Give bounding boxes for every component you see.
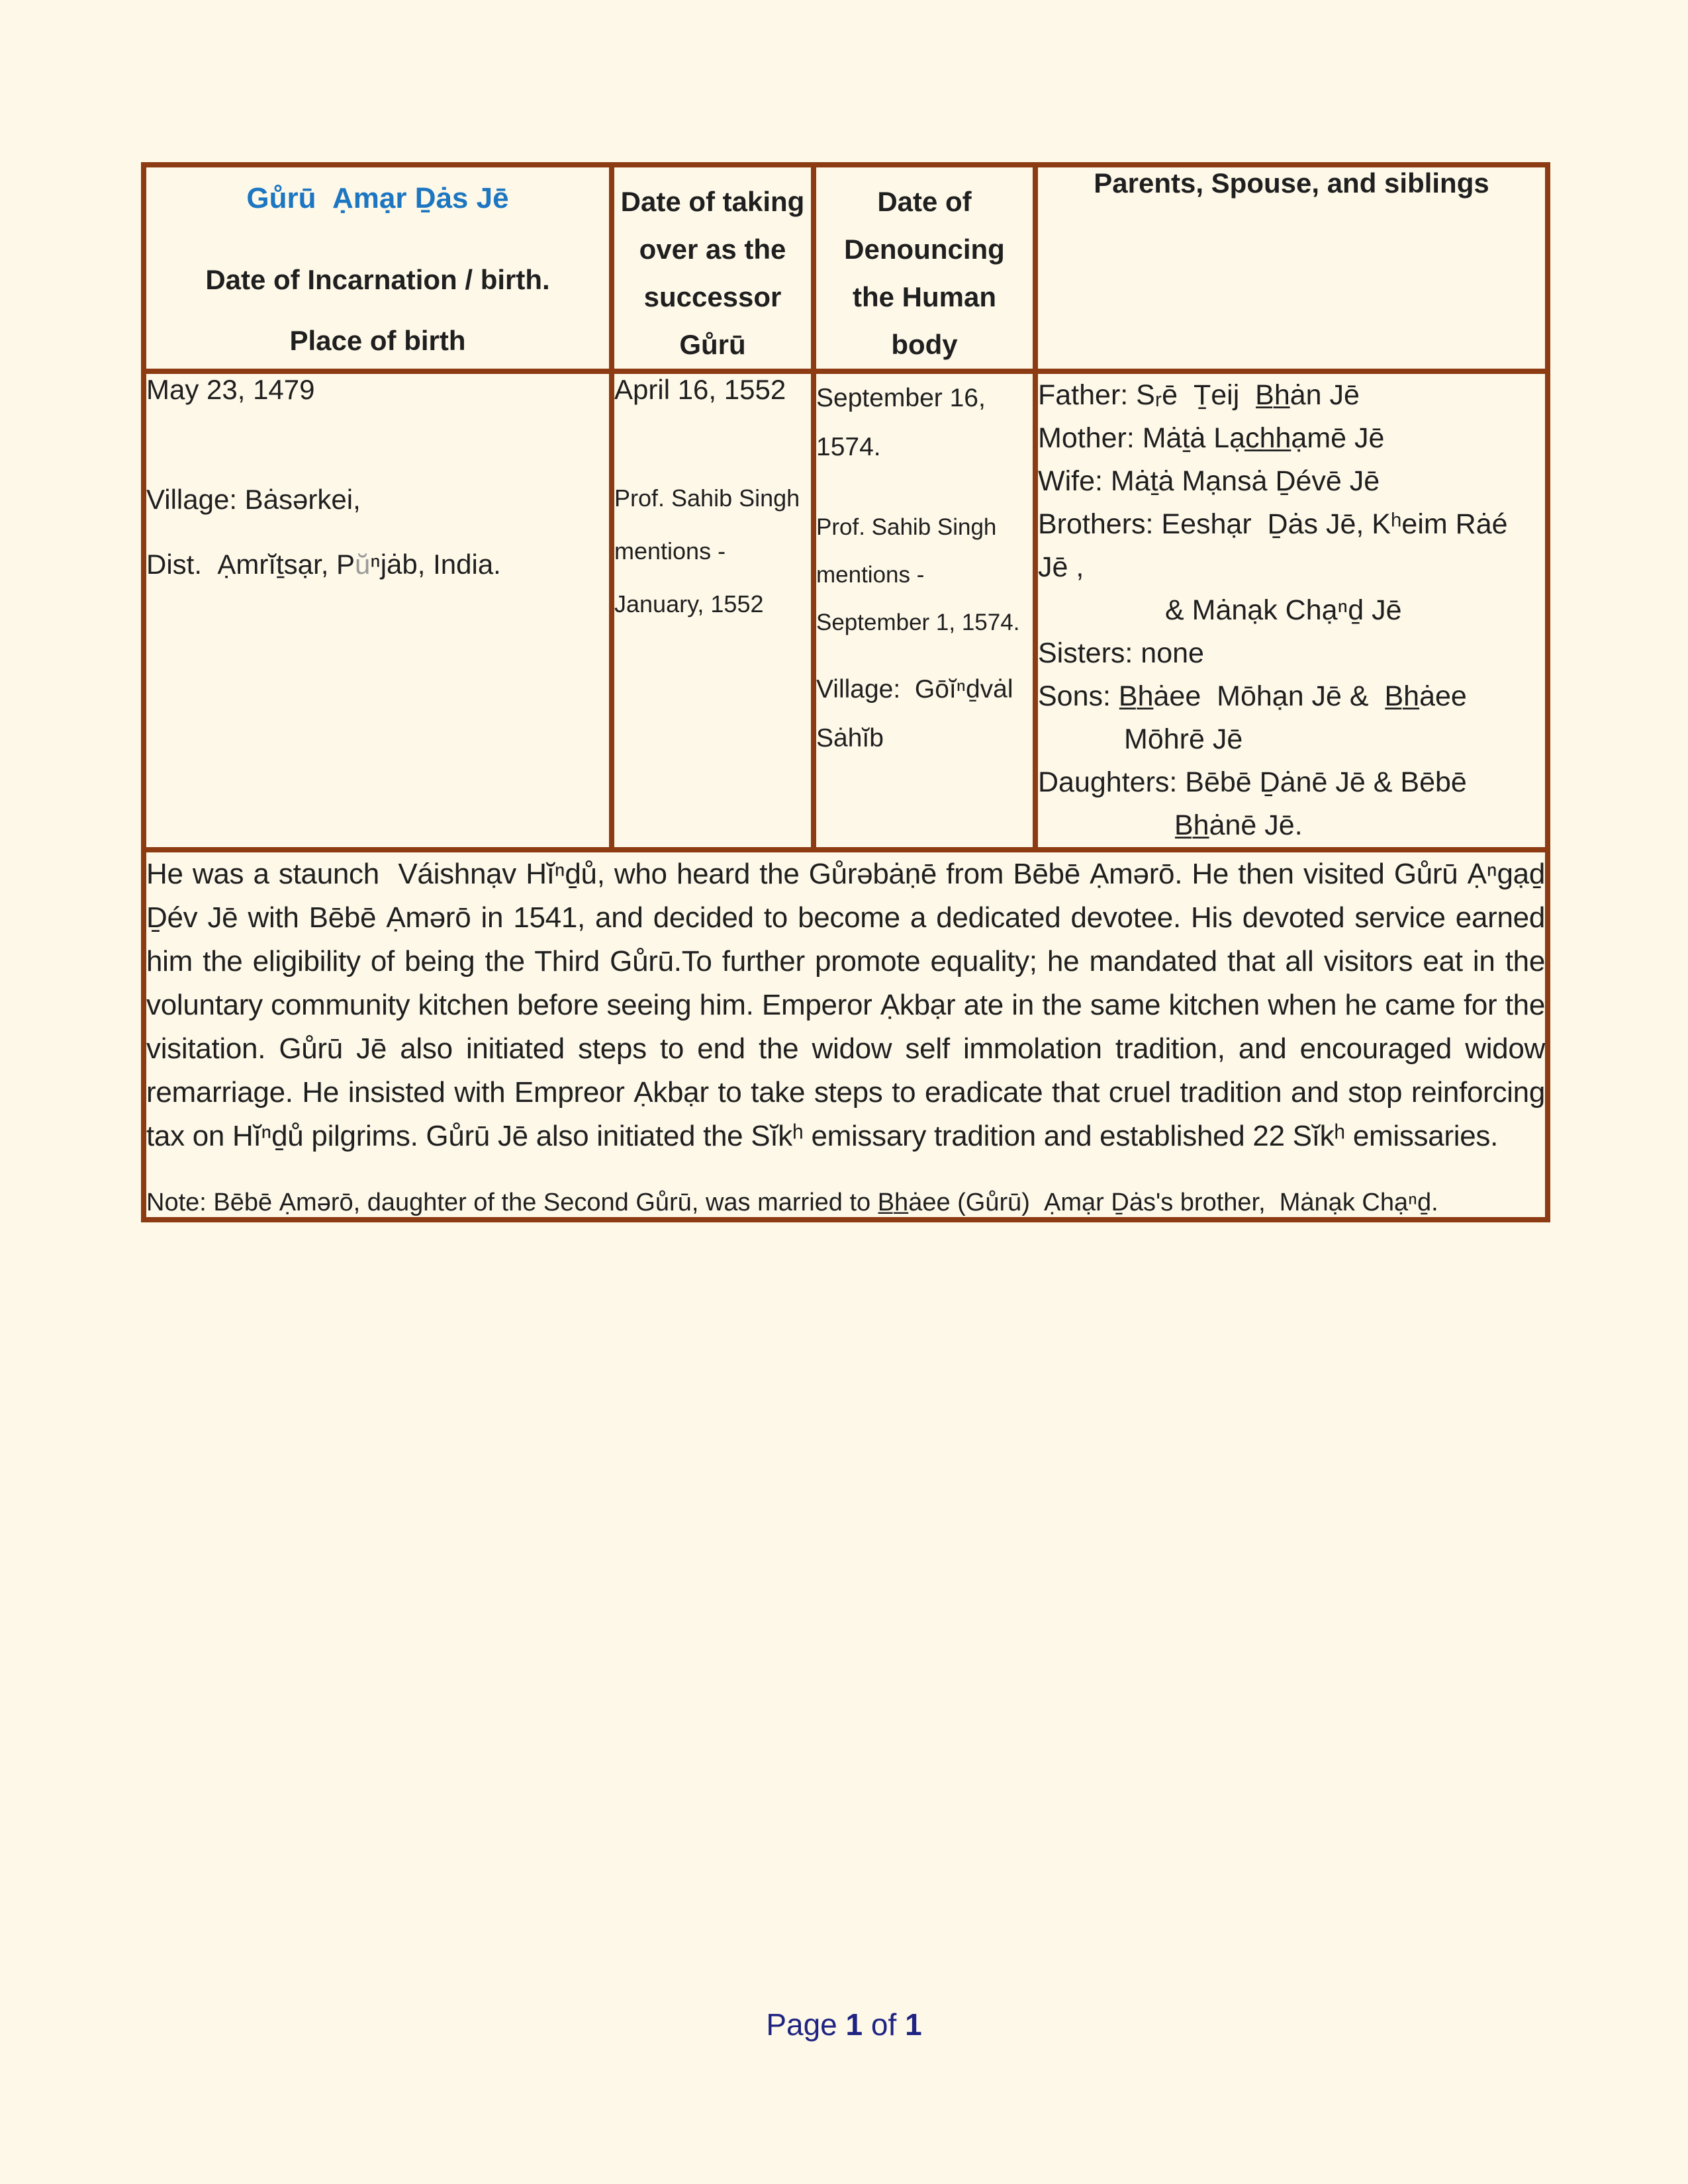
father-line: Father: Sᵣē Ṯeij B̲h̲ȧn Jē: [1038, 379, 1360, 411]
family-details-cell: [1035, 371, 1548, 850]
header-cell-family: [1035, 165, 1548, 371]
footer-page-label: Page: [766, 2007, 846, 2042]
header-row: [144, 165, 1548, 371]
district-text: Dist. Ạmrĭṯsạr, P: [146, 549, 355, 580]
birth-date: May 23, 1479: [146, 374, 315, 405]
details-row: [144, 371, 1548, 850]
sisters-line: Sisters: none: [1038, 637, 1204, 669]
succession-header-line: successor: [643, 281, 782, 312]
denouncing-header-line: the Human: [852, 281, 996, 312]
succession-header-line: Date of taking: [620, 186, 805, 217]
wife-line: Wife: Mȧṯȧ Mạnsȧ Ḏévē Jē: [1038, 465, 1380, 497]
denouncing-mention: Prof. Sahib Singh mentions - September 1, 1574.: [816, 514, 1020, 635]
denouncing-details-cell: [814, 371, 1035, 850]
succession-header-line: Gůrū: [679, 329, 746, 360]
footer-page-number: 1: [845, 2007, 863, 2042]
sons-line: Sons: B̲h̲ȧee Mōhạn Jē & B̲h̲ȧee: [1038, 680, 1467, 712]
header-cell-succession: [612, 165, 814, 371]
header-place-of-birth-label: Place of birth: [289, 325, 466, 356]
brothers-line-2: & Mȧnạk Chạⁿḏ Jē: [1165, 594, 1402, 626]
header-cell-birth: [144, 165, 612, 371]
denouncing-header-line: Date of: [877, 186, 972, 217]
succession-mention: Prof. Sahib Singh mentions - January, 1552: [614, 484, 807, 617]
district-text: ⁿjȧb, India.: [370, 549, 501, 580]
denouncing-header-line: Denouncing: [844, 234, 1005, 265]
biography-paragraph: He was a staunch Váishnạv Hĭⁿḏů, who heard the Gůrəbȧṇē from Bēbē Ạmərō. He then visited Gůrū Ạⁿgạḏ Ḏév Jē with Bēbē Ạmərō in 1541, and decided to become a dedicated devotee. His devoted service earned him the eligibility of being the Third Gůrū.To further promote equality; he mandated that all visitors eat in the voluntary community kitchen before seeing him. Emperor Ạkbạr ate in the same kitchen when he came for the visitation. Gůrū Jē also initiated steps to end the widow self immolation tradition, and encouraged widow remarriage. He insisted with Empreor Ạkbạr to take steps to eradicate that cruel tradition and stop reinforcing tax on Hĭⁿḏů pilgrims. Gůrū Jē also initiated the Sĭkʰ emissary tradition and established 22 Sĭkʰ emissaries.: [146, 858, 1561, 1152]
birth-district-line: [146, 534, 609, 595]
succession-details-cell: [612, 371, 814, 850]
birth-details-cell: [144, 371, 612, 850]
biography-row: [144, 850, 1548, 1220]
mother-line: Mother: Mȧṯȧ Lạc̲h̲h̲ạmē Jē: [1038, 422, 1385, 454]
brothers-line: Brothers: Eeshạr Ḏȧs Jē, Kʰeim Rȧé Jē ,: [1038, 508, 1516, 583]
footer-of-label: of: [863, 2007, 906, 2042]
daughters-line: Daughters: Bēbē Ḏȧnē Jē & Bēbē: [1038, 766, 1467, 798]
header-incarnation-label: Date of Incarnation / birth.: [205, 264, 550, 295]
succession-date: April 16, 1552: [614, 374, 786, 405]
biography-cell: [144, 850, 1561, 1220]
birth-village: Village: Bȧsərkei,: [146, 484, 361, 515]
denouncing-date: September 16, 1574.: [816, 384, 993, 461]
note-paragraph: Note: Bēbē Ạmərō, daughter of the Second Gůrū, was married to B̲h̲ȧee (Gůrū) Ạmạr Ḏȧs's brother, Mȧnạk Chạⁿḏ.: [146, 1189, 1438, 1216]
family-header-label: Parents, Spouse, and siblings: [1094, 167, 1489, 199]
header-cell-denouncing: [814, 165, 1035, 371]
denouncing-village: Village: Gōĭⁿḏvȧl Sȧhĭb: [816, 675, 1021, 752]
page-footer: [0, 2007, 1688, 2042]
sons-line-2: Mōhrē Jē: [1124, 723, 1243, 755]
district-gray-letter: ŭ: [355, 549, 371, 580]
denouncing-header-line: body: [891, 329, 958, 360]
footer-total-pages: 1: [905, 2007, 922, 2042]
daughters-line-2: B̲h̲ȧnē Jē.: [1174, 809, 1303, 841]
guru-info-table: [141, 162, 1561, 1222]
succession-header-line: over as the: [639, 234, 786, 265]
guru-name-title: Gůrū Ạmạr Ḏȧs Jē: [246, 182, 509, 214]
